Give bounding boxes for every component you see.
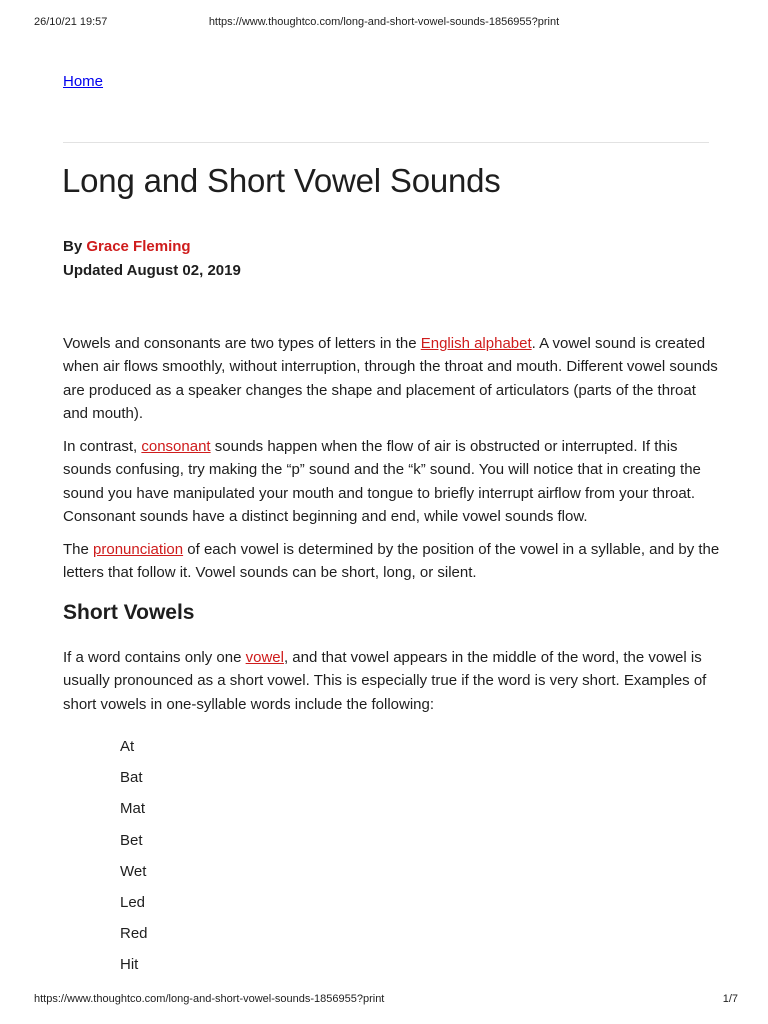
print-footer-url: https://www.thoughtco.com/long-and-short-vowel-sounds-1856955?print [34, 993, 385, 1005]
vowel-link[interactable]: vowel [245, 649, 284, 666]
paragraph-vowels-intro [63, 332, 723, 425]
list-item: Wet [120, 862, 147, 880]
paragraph-text: In contrast, [63, 438, 142, 455]
list-item: Hit [120, 956, 139, 974]
updated-date: Updated August 02, 2019 [63, 262, 241, 279]
list-item: Bet [120, 831, 143, 849]
list-item: Led [120, 893, 146, 911]
byline [63, 238, 191, 255]
paragraph-text: Vowels and consonants are two types of letters in the [63, 335, 421, 352]
paragraph-text: The [63, 541, 94, 558]
paragraph-text: , and that vowel appears in the middle of the word, the vowel is usually pronounced as a short vowel. This is especially true if the word is very short. Examples of short vowels in one-syllable words include the following: [63, 649, 707, 713]
page-title: Long and Short Vowel Sounds [62, 162, 501, 199]
paragraph-short-vowels [63, 646, 723, 716]
list-item: At [120, 738, 135, 755]
print-datetime: 26/10/21 19:57 [34, 16, 108, 28]
page-number: 1/7 [722, 993, 738, 1005]
paragraph-text: . A vowel sound is created when air flows smoothly, without interruption, through the throat and mouth. Different vowel sounds are produced as a speaker changes the shape and placement of articulators (parts of the throat and mouth). [63, 335, 718, 422]
consonant-link[interactable]: consonant [141, 438, 211, 455]
list-item: Bat [120, 769, 143, 787]
list-item: Red [120, 925, 148, 943]
list-item: Mat [120, 800, 146, 818]
paragraph-pronunciation [63, 538, 723, 585]
author-link[interactable]: Grace Fleming [86, 238, 191, 255]
short-vowels-heading: Short Vowels [63, 601, 195, 624]
short-vowel-examples-list [120, 735, 148, 985]
divider [63, 142, 709, 143]
by-label: By [63, 238, 83, 255]
print-header-url: https://www.thoughtco.com/long-and-short-vowel-sounds-1856955?print [208, 16, 560, 28]
paragraph-text: sounds happen when the flow of air is obstructed or interrupted. If this sounds confusing, try making the “p” sound and the “k” sound. You will notice that in creating the sound you have manipulated your mouth and tongue to briefly interrupt airflow from your throat. Consonant sounds have a distinct beginning and end, while vowel sounds flow. [63, 438, 701, 525]
english-alphabet-link[interactable]: English alphabet [420, 335, 532, 352]
paragraph-consonants [63, 435, 723, 528]
paragraph-text: If a word contains only one [63, 649, 246, 666]
pronunciation-link[interactable]: pronunciation [93, 541, 184, 558]
paragraph-text: of each vowel is determined by the position of the vowel in a syllable, and by the letters that follow it. Vowel sounds can be short, long, or silent. [63, 541, 720, 582]
home-link[interactable]: Home [63, 73, 104, 90]
